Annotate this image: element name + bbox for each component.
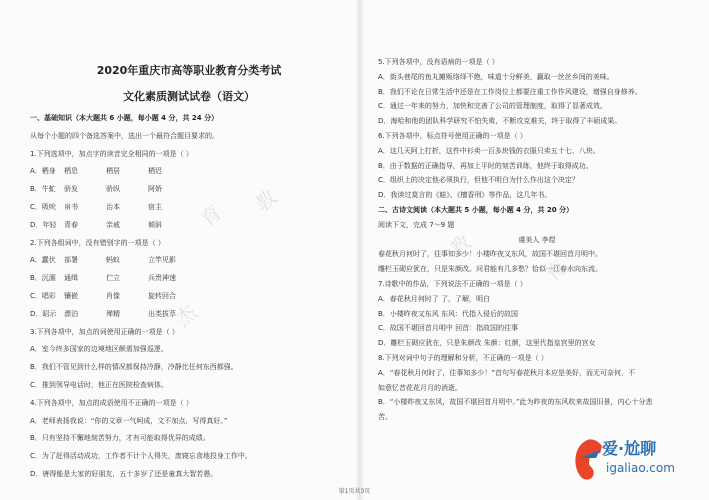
question-line: B．由于数据的正确指导，再加上平时的刻苦训练，他终于取得成功。 bbox=[378, 161, 593, 170]
question-line: B．我们不论在日常生活中还是在工作岗位上都要注重工作作风建设，增强自身修养。 bbox=[378, 87, 642, 96]
question-line: B．只有坚持不懈地刻苦努力，才有可能取得优异的成绩。 bbox=[30, 434, 210, 443]
logo-name: 爱·尬聊 bbox=[602, 439, 657, 458]
exam-title: 2020年重庆市高等职业教育分类考试 bbox=[96, 64, 282, 77]
option-word: B．沉湎 bbox=[30, 274, 56, 283]
question-line: C．为了赶得活动成功，工作者不计个人得失，废寝忘食地投身工作中。 bbox=[30, 452, 252, 461]
question-line: 雕栏玉砌应犹在，只是朱颜改。问君能有几多愁？恰似一江春水向东流。 bbox=[378, 265, 602, 274]
option-word: 帛书 bbox=[64, 203, 78, 211]
option-word: D．昭示 bbox=[30, 309, 57, 318]
option-row bbox=[30, 310, 190, 319]
question-line: 8.下列对词中句子的理解和分析，不正确的一项是（ ） bbox=[378, 354, 548, 362]
question-line: 如意忆昔花花月月的消逝。 bbox=[378, 383, 462, 392]
option-word: 伫立 bbox=[106, 274, 120, 283]
option-word: 骄纵 bbox=[106, 185, 120, 194]
option-word: 栖居 bbox=[106, 167, 120, 176]
question-line: D．唐得能是大家的好朋友，五十多岁了还是童真大智若愚。 bbox=[30, 470, 218, 478]
question-line: A．“春花秋月何时了，往事知多少！”首句写春花秋月本应是美好，而无可奈何，不 bbox=[378, 368, 636, 377]
option-word: 肖像 bbox=[106, 292, 120, 300]
option-word: 阿娇 bbox=[148, 185, 162, 194]
question-line: 阅读下文，完成 7～9 题 bbox=[378, 220, 455, 229]
option-word: 骄发 bbox=[64, 185, 78, 194]
option-word: A．蠢伏 bbox=[30, 256, 56, 265]
question-line: A．室今终多国家的边境地区颇需加强巡逻。 bbox=[30, 345, 168, 354]
question-line: A．这几天阿上打折，这件中衫卖一百多块钱的衣服只卖五十七、八块。 bbox=[378, 146, 600, 155]
option-word: 部署 bbox=[64, 256, 78, 265]
question-line: B．“小楼昨夜又东风，故国不堪回首月明中。”此为昨夜的东风吹来故国旧景，内心十分悲 bbox=[378, 398, 653, 407]
question-line: C．组织上的决定他必须执行，但他不明白为什么作出这个决定？ bbox=[378, 176, 579, 185]
option-word: 通缉 bbox=[64, 274, 78, 283]
option-row bbox=[30, 256, 190, 265]
watermark-char: 杰 bbox=[170, 300, 202, 332]
option-word: 蚂蚁 bbox=[106, 256, 120, 265]
option-row bbox=[30, 185, 190, 194]
question-line: C．推到领导电话时，他正在医院检查病体。 bbox=[30, 381, 168, 389]
option-word: A．栖身 bbox=[30, 167, 56, 176]
option-row bbox=[30, 274, 190, 283]
question-line: 春花秋月何时了，往事知多少！小楼昨夜又东风，故国不堪回首月明中。 bbox=[378, 250, 602, 259]
question-line: D．海哈和他的团队科学研究不怕失败，不断攻克难关，终于取得了丰硕成果。 bbox=[378, 117, 622, 126]
question-line: 7.诗歌中的作品，下列说法不正确的一项是（ ） bbox=[378, 280, 527, 288]
question-line: A．老师表扬我说：“你的文章一气呵成，文不加点，写得真好。” bbox=[30, 416, 228, 425]
option-word: 漂泊 bbox=[64, 309, 78, 318]
option-word: 治本 bbox=[106, 203, 120, 211]
question-line: 5.下列各项中，没有语病的一项是（ ） bbox=[378, 58, 499, 66]
option-word: 兵贵神速 bbox=[148, 274, 176, 283]
question-line: D．雕栏玉砌应犹在，只是朱颜改 朱颜：红颜，这里代指皇宫里的宫女 bbox=[378, 339, 596, 348]
question-line: 3.下列各项中，加点的词使用正确的一项是（ ） bbox=[30, 327, 179, 336]
option-word: 旋转回合 bbox=[148, 292, 176, 300]
watermark-char: 教 bbox=[250, 185, 282, 217]
question-line: 苦。 bbox=[378, 413, 392, 422]
logo-url: igaliao.com bbox=[606, 461, 675, 475]
question-line: D．我读过莫言的《蛙》、《檀香刑》等作品，这几年书。 bbox=[378, 191, 552, 200]
option-word: B．牛虻 bbox=[30, 185, 56, 194]
option-word: 栖息 bbox=[64, 167, 78, 176]
option-word: C．唱彩 bbox=[30, 292, 56, 300]
question-line: A．街头巷尾的鱼丸摊贩络绎不绝，味道十分鲜美，赢取一丝丝乡间的美味。 bbox=[378, 72, 614, 81]
question-line: C．故国不堪回首月明中 回首：指故国的往事 bbox=[378, 324, 519, 333]
option-word: 立竿见影 bbox=[148, 256, 176, 265]
question-line: B．小楼昨夜又东风 东风：代指入侵后的故国 bbox=[378, 309, 519, 318]
page-number: 第1页共3页 bbox=[338, 488, 371, 495]
option-word: 镶嵌 bbox=[64, 292, 78, 300]
question-line: 从每个小题的四个备选答案中，选出一个最符合题目要求的。 bbox=[30, 131, 219, 140]
question-line: C．通过一年来的努力，加快和完善了公司的管理制度，取得了显著成效。 bbox=[378, 102, 607, 111]
question-line: 4.下列各项中，加点的成语使用不正确的一项是（ ） bbox=[30, 398, 193, 407]
option-word: D．年轻 bbox=[30, 220, 57, 229]
question-line: A．春花秋月何时了 了，了解，明白 bbox=[378, 294, 491, 303]
question-line: 1.下列选项中，加点字的读音完全相同的一项是（ ） bbox=[30, 149, 193, 158]
option-word: C．吸吮 bbox=[30, 203, 56, 211]
question-line: 2.下列各组词中，没有错别字的一项是（ ） bbox=[30, 238, 165, 247]
option-row bbox=[30, 221, 190, 230]
option-word: 宿主 bbox=[148, 203, 162, 211]
section-heading: 一、基础知识（本大题共 6 小题，每小题 4 分，共 24 分） bbox=[30, 114, 219, 122]
option-word: 栖迟 bbox=[148, 167, 162, 176]
page-fold bbox=[357, 0, 363, 500]
watermark-char: 教 bbox=[445, 230, 477, 262]
option-word: 倾斜 bbox=[148, 220, 162, 229]
option-word: 青春 bbox=[64, 220, 78, 229]
option-row bbox=[30, 203, 190, 212]
watermark-char: 育 bbox=[540, 255, 572, 287]
option-word: 殚精 bbox=[106, 309, 120, 318]
option-row bbox=[30, 292, 190, 301]
poem-title: 虞美人 李煜 bbox=[518, 235, 556, 244]
option-word: 亲戚 bbox=[106, 220, 120, 229]
section-heading: 二、古诗文阅读（本大题共 5 小题，每小题 4 分，共 20 分） bbox=[378, 206, 574, 214]
question-line: 6.下列各项中，标点符号使用正确的一项是（ ） bbox=[378, 132, 527, 140]
option-word: 出类拔萃 bbox=[148, 309, 176, 318]
question-line: B．我们不管见到什么样的情况都保持冷静，冷静比任何东西都强。 bbox=[30, 363, 238, 372]
option-row bbox=[30, 167, 190, 176]
watermark-char: 育 bbox=[195, 200, 227, 232]
exam-subtitle: 文化素质测试试卷（语文） bbox=[123, 90, 255, 103]
